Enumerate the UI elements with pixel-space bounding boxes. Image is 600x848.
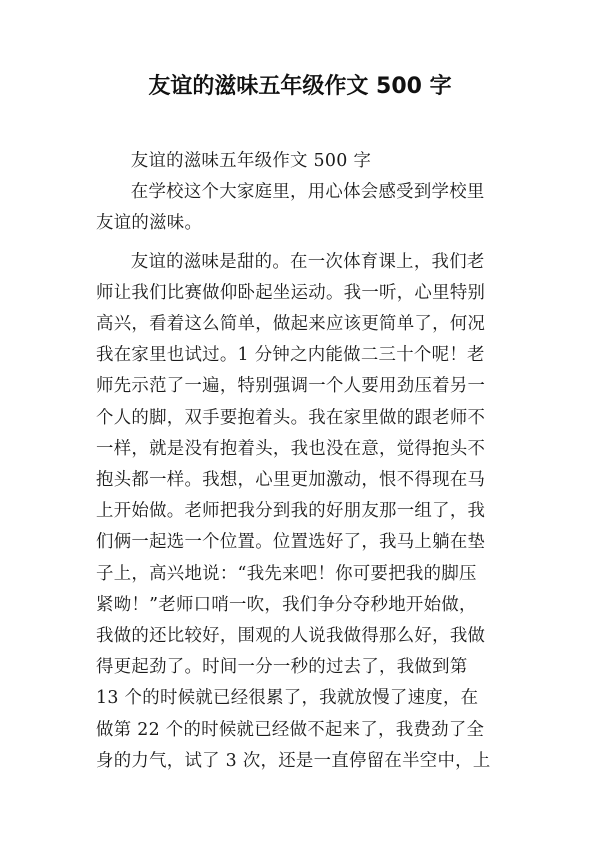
paragraph-2-line: 做第 22 个的时候就已经做不起来了，我费劲了全 bbox=[96, 719, 485, 740]
paragraph-2-line: 紧呦！”老师口哨一吹，我们争分夺秒地开始做， bbox=[96, 594, 477, 615]
paragraph-2-line: 师先示范了一遍，特别强调一个人要用劲压着另一 bbox=[96, 376, 486, 397]
paragraph-2-line: 抱头都一样。我想，心里更加激动，恨不得现在马 bbox=[96, 470, 486, 491]
document-body bbox=[96, 146, 508, 777]
subtitle-line: 友谊的滋味五年级作文 500 字 bbox=[130, 151, 372, 171]
paragraph-1 bbox=[96, 177, 508, 239]
paragraph-2-line: 友谊的滋味是甜的。在一次体育课上，我们老 bbox=[130, 251, 485, 272]
paragraph-1-line: 在学校这个大家庭里，用心体会感受到学校里 bbox=[130, 182, 485, 203]
paragraph-2-line: 上开始做。老师把我分到我的好朋友那一组了，我 bbox=[96, 501, 486, 522]
paragraph-2-line: 们俩一起选一个位置。位置选好了，我马上躺在垫 bbox=[96, 532, 486, 553]
paragraph-2 bbox=[96, 247, 508, 777]
paragraph-2-line: 高兴，看着这么简单，做起来应该更简单了，何况 bbox=[96, 314, 486, 335]
paragraph-2-line: 个人的脚，双手要抱着头。我在家里做的跟老师不 bbox=[96, 407, 486, 428]
subtitle-paragraph bbox=[96, 146, 508, 177]
paragraph-2-line: 我做的还比较好，围观的人说我做得那么好，我做 bbox=[96, 626, 486, 647]
paragraph-2-line: 13 个的时候就已经很累了，我就放慢了速度，在 bbox=[96, 688, 479, 709]
paragraph-2-line: 身的力气，试了 3 次，还是一直停留在半空中，上 bbox=[96, 750, 491, 771]
paragraph-2-line: 子上，高兴地说：“我先来吧！你可要把我的脚压 bbox=[96, 563, 477, 584]
document-title: 友谊的滋味五年级作文 500 字 bbox=[148, 74, 452, 99]
paragraph-1-line: 友谊的滋味。 bbox=[96, 213, 203, 234]
paragraph-2-line: 我在家里也试过。1 分钟之内能做二三十个呢！老 bbox=[96, 345, 485, 366]
paragraph-2-line: 师让我们比赛做仰卧起坐运动。我一听，心里特别 bbox=[96, 282, 486, 303]
paragraph-2-line: 得更起劲了。时间一分一秒的过去了，我做到第 bbox=[96, 657, 468, 678]
paragraph-2-line: 一样，就是没有抱着头，我也没在意，觉得抱头不 bbox=[96, 438, 486, 459]
